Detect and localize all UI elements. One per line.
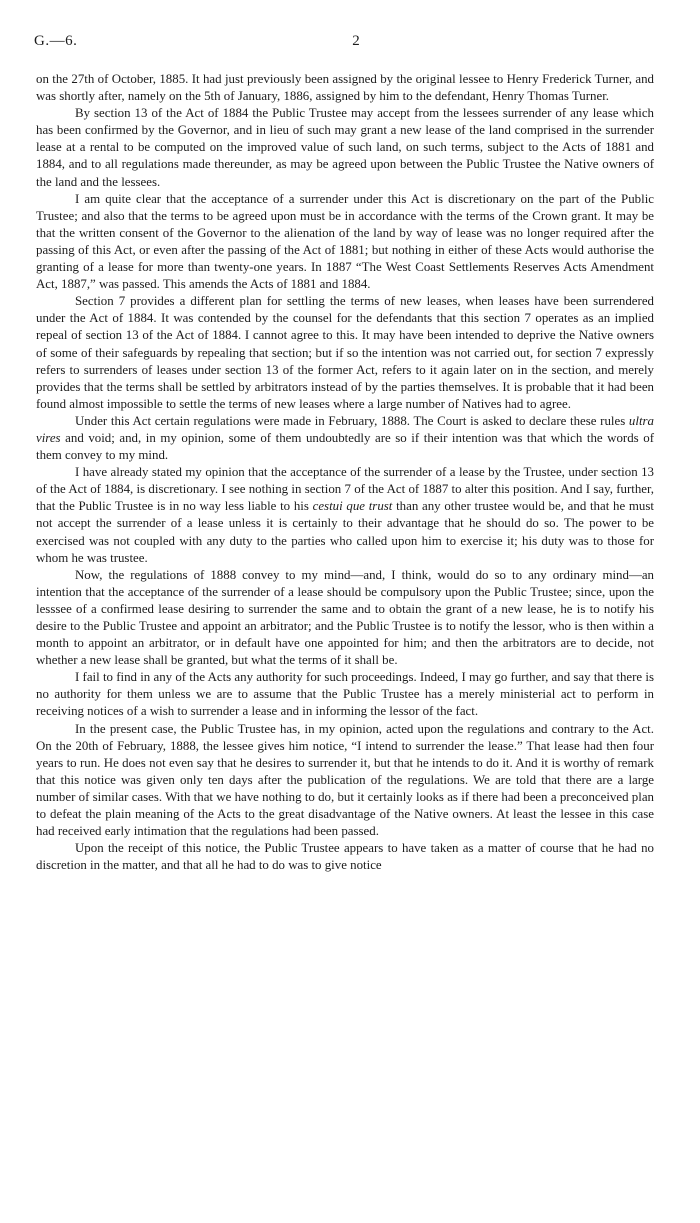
- latin-term-ultra-vires: ultra vires: [36, 413, 654, 445]
- paragraph-regulations: Under this Act certain regulations were made in February, 1888. The Court is asked to declare these rules ultra vires and void; and, in my opinion, some of them undoubtedly are so if their intention was that which the words of them convey to my mind.: [36, 413, 654, 463]
- paragraph-regulations-1888: Now, the regulations of 1888 convey to my mind—and, I think, would do so to any ordinary mind—an intention that the acceptance of the surrender of a lease should be compulsory upon the Public Trustee; since, upon the lesssee of a confirmed lease desiring to surrender the same and to obtain the grant of a new lease, he is to notify his desire to the Public Trustee and appoint an arbitrator; and the Public Trustee is to notify the lessor, who is then within a month to appoint an arbitrator, or in default have one appointed for him; and then the arbitrators are to decide, not whether a new lease shall be granted, but what the terms of it shall be.: [36, 567, 654, 668]
- page-header: [34, 33, 666, 53]
- paragraph-section-7: Section 7 provides a different plan for settling the terms of new leases, when leases have been surrendered under the Act of 1884. It was contended by the counsel for the defendants that this section 7 operates as an implied repeal of section 13 of the Act of 1884. I cannot agree to this. It may have been intended to deprive the Native owners of some of their safeguards by repealing that section; but if so the intention was not carried out, for section 7 expressly refers to surrenders of leases under section 13 of the former Act, refers to it again later on in the section, and merely provides that the terms shall be settled by arbitrators instead of by the parties themselves. It is probable that it had been found almost impossible to settle the terms of new leases where a large number of Natives had to agree.: [36, 294, 654, 411]
- latin-term-cestui-que-trust: cestui que trust: [312, 499, 393, 514]
- paragraph-opinion: I have already stated my opinion that the acceptance of the surrender of a lease by the Trustee, under section 13 of the Act of 1884, is discretionary. I see nothing in section 7 of the Act of 1887 to alter this position. And I say, further, that the Public Trustee is in no way less liable to his cestui que trust than any other trustee would be, and that he must not accept the surrender of a lease unless it is certainly to their advantage that he should do so. The power to be exercised was not coupled with any duty to the parties who called upon him to exercise it; his duty was to those for whom he was trustee.: [36, 465, 654, 565]
- document-identifier: G.—6.: [34, 33, 78, 49]
- paragraph-continuation: on the 27th of October, 1885. It had just previously been assigned by the original lessee to Henry Frederick Turner, and was shortly after, namely on the 5th of January, 1886, assigned by him to the defendant, Henry Thomas Turner.: [36, 72, 654, 104]
- paragraph-no-authority: I fail to find in any of the Acts any authority for such proceedings. Indeed, I may go further, and say that there is no authority for them unless we are to assume that the Public Trustee has a merely ministerial act to perform in receiving notices of a wish to surrender a lease and in informing the lessor of the fact.: [36, 670, 654, 719]
- paragraph-notice: Upon the receipt of this notice, the Public Trustee appears to have taken as a matter of course that he had no discretion in the matter, and that all he had to do was to give notice: [36, 841, 654, 873]
- paragraph-discretionary: I am quite clear that the acceptance of a surrender under this Act is discretionary on the part of the Public Trustee; and also that the terms to be agreed upon must be in accordance with the terms of the Crown grant. It may be that the written consent of the Governor to the alienation of the land by way of lease was no longer required after the passing of this Act, or even after the passing of the Act of 1881; but nothing in either of these Acts would authorise the granting of a lease for more than twenty-one years. In 1887 “The West Coast Settlements Reserves Acts Amendment Act, 1887,” was passed. This amends the Acts of 1881 and 1884.: [36, 191, 654, 292]
- page-number: 2: [352, 33, 360, 49]
- paragraph-section-13: By section 13 of the Act of 1884 the Public Trustee may accept from the lessees surrender of any lease which has been confirmed by the Governor, and in lieu of such may grant a new lease of the land comprised in the surrender lease at a rental to be computed on the improved value of such land, on such terms, subject to the Acts of 1881 and 1884, and to all regulations made thereunder, as may be agreed upon between the Public Trustee the Native owners of the land and the lessees.: [36, 106, 654, 189]
- document-body: [36, 71, 654, 874]
- paragraph-present-case: In the present case, the Public Trustee has, in my opinion, acted upon the regulations and contrary to the Act. On the 20th of February, 1888, the lessee gives him notice, “I intend to surrender the lease.” That lease had then four years to run. He does not even say that he desires to surrender it, but that he intends to do it. And it is worthy of remark that this notice was given only ten days after the publication of the regulations. We are told that there are a large number of similar cases. With that we have nothing to do, but it certainly looks as if there had been a preconceived plan to defeat the plain meaning of the Acts to the great disadvantage of the Native owners. At least the lessee in this case had received early intimation that the regulations had been passed.: [36, 721, 654, 839]
